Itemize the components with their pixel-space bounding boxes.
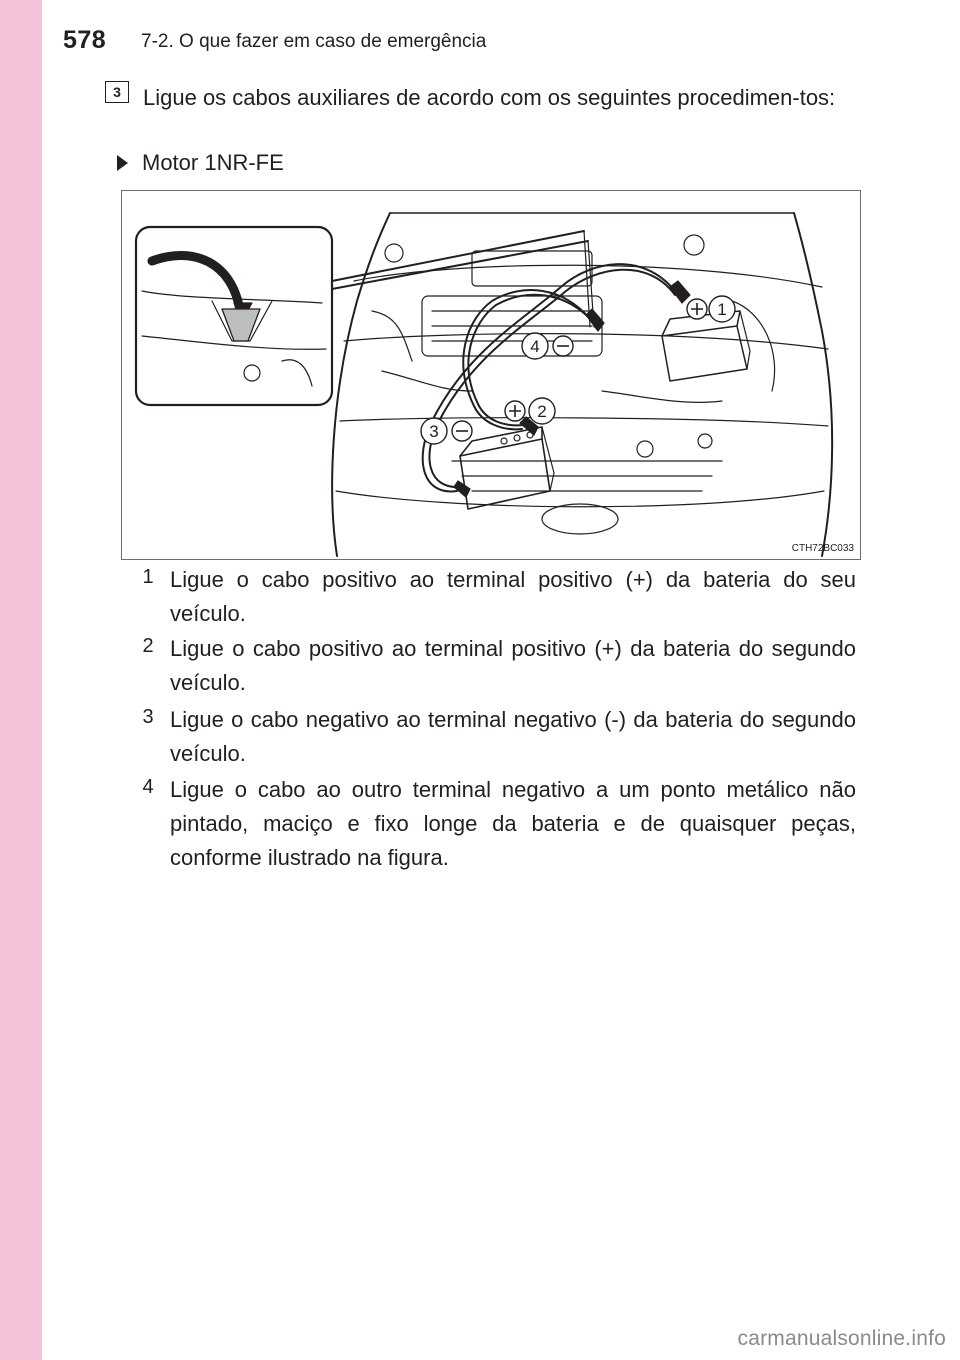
item-number-3: 3 [142, 706, 154, 728]
engine-variant-label: Motor 1NR-FE [142, 150, 284, 175]
jump-start-illustration [121, 190, 861, 560]
callout-negative-3 [421, 418, 472, 444]
item-text-2: Ligue o cabo positivo ao terminal positivo (+) da bateria do segundo veículo. [170, 636, 856, 695]
triangle-bullet-icon [117, 155, 128, 171]
callout-label-1: 1 [717, 300, 727, 319]
footer-watermark: carmanualsonline.info [737, 1327, 946, 1350]
callout-label-3: 3 [429, 422, 439, 441]
step-number-badge: 3 [105, 81, 129, 103]
engine-bay-drawing [122, 191, 861, 560]
item-text-3: Ligue o cabo negativo ao terminal negativo (-) da bateria do segundo veículo. [170, 707, 856, 766]
item-text-1: Ligue o cabo positivo ao terminal positivo (+) da bateria do seu veículo. [170, 567, 856, 626]
item-text-4: Ligue o cabo ao outro terminal negativo a um ponto metálico não pintado, maciço e fixo longe da bateria e de quaisquer peças, conforme ilustrado na figura. [170, 777, 856, 870]
page-number: 578 [63, 26, 107, 54]
callout-negative-4 [522, 333, 573, 359]
section-header: 7-2. O que fazer em caso de emergência [141, 31, 487, 52]
chapter-side-strip [0, 0, 42, 1360]
callout-label-4: 4 [530, 337, 540, 356]
item-number-4: 4 [142, 776, 154, 798]
callout-label-2: 2 [537, 402, 547, 421]
item-number-2: 2 [142, 635, 154, 657]
step-instruction: Ligue os cabos auxiliares de acordo com os seguintes procedimen-tos: [143, 85, 836, 110]
callout-positive-1 [687, 296, 735, 322]
figure-code: CTH72BC033 [791, 543, 854, 554]
item-number-1: 1 [142, 566, 154, 588]
engine-variant-heading [117, 150, 284, 176]
